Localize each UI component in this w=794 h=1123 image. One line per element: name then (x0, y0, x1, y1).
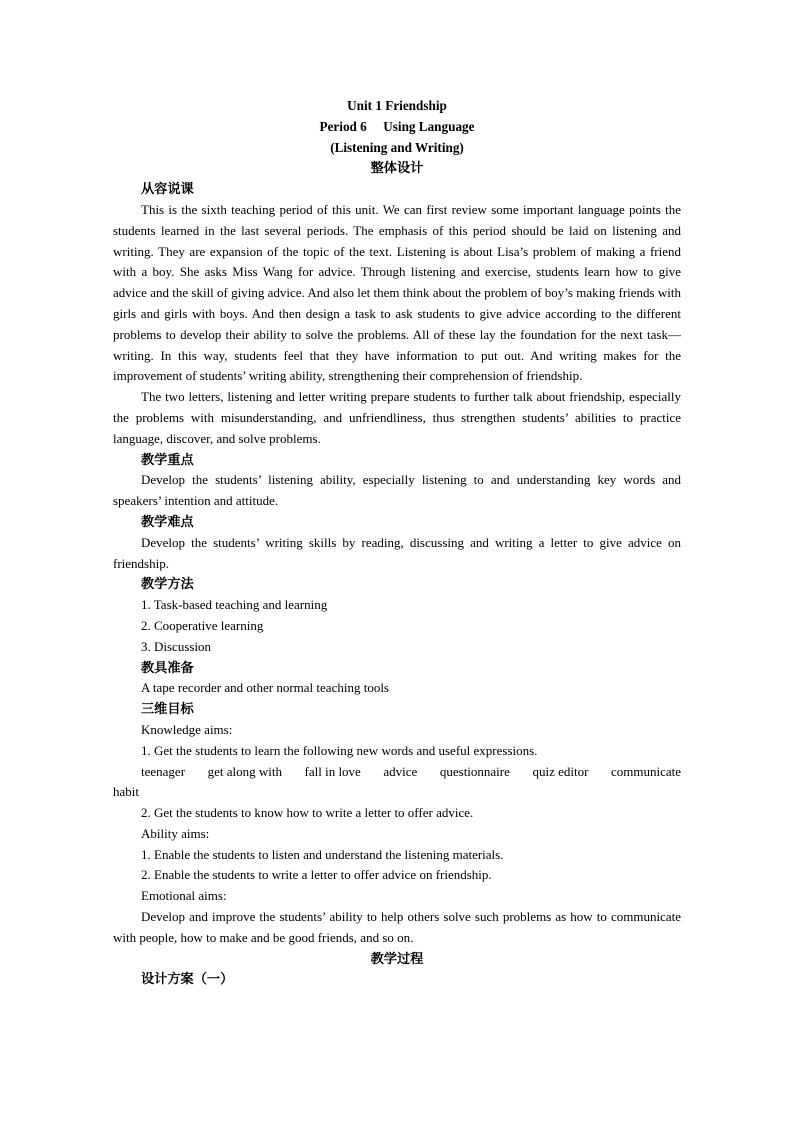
methods-heading: 教学方法 (141, 576, 194, 592)
vocab-word: communicate (610, 763, 681, 779)
teaching-process-heading: 教学过程 (370, 950, 424, 966)
lesson-subtitle: (Listening and Writing) (330, 139, 464, 155)
unit-title: Unit 1 Friendship (347, 98, 447, 113)
aims-heading: 三维目标 (141, 701, 194, 717)
method-item: 2. Cooperative learning (141, 617, 264, 633)
intro-paragraph-2: The two letters, listening and letter writing prepare students to further talk about friendship, especially the problems with misunderstanding, and unfriendliness, thus strengthen students’ abilities to practice language, discover, and solve problems. (113, 389, 681, 446)
intro-heading: 从容说课 (141, 181, 194, 197)
vocab-word: teenager (141, 763, 186, 779)
method-item: 1. Task-based teaching and learning (141, 597, 328, 613)
period-title: Period 6 Using Language (319, 118, 475, 134)
ability-aim-1: 1. Enable the students to listen and understand the listening materials. (141, 846, 504, 862)
emotional-aims-label: Emotional aims: (141, 888, 227, 904)
ability-aim-2: 2. Enable the students to write a letter to offer advice on friendship. (141, 867, 492, 883)
difficulties-text: Develop the students’ writing skills by reading, discussing and writing a letter to give advice on friendship. (113, 534, 681, 571)
key-points-heading: 教学重点 (141, 451, 194, 467)
vocab-word: questionnaire (439, 763, 510, 779)
teaching-aids-heading: 教具准备 (141, 659, 194, 675)
emotional-aims-text: Develop and improve the students’ ability to help others solve such problems as how to communicate with people, how to make and be good friends, and so on. (113, 909, 681, 945)
vocab-word: fall in love (304, 763, 361, 779)
key-points-text: Develop the students’ listening ability, especially listening to and understanding key words and speakers’ intention and attitude. (113, 472, 681, 509)
vocab-word: advice (383, 763, 418, 779)
vocabulary-list (113, 762, 681, 783)
design-plan-heading: 设计方案（一） (141, 971, 234, 987)
intro-paragraph-1: This is the sixth teaching period of this unit. We can first review some important language points the students learned in the last several periods. The emphasis of this period should be laid on listening and writing. They are expansion of the topic of the text. Listening is about Lisa’s problem of making a friend with a boy. She asks Miss Wang for advice. Through listening and exercise, students learn how to give advice and the skill of giving advice. And also let them think about the problem of boy’s making friends with girls and girls with boys. And then design a task to ask students to give advice according to the different problems to develop their ability to solve the problems. All of these lay the foundation for the next task—writing. In this way, students feel that they have information to put out. And writing makes for the improvement of students’ writing ability, strengthening their comprehension of friendship. (113, 201, 681, 384)
knowledge-aim-2: 2. Get the students to know how to write a letter to offer advice. (141, 805, 474, 821)
knowledge-aim-1: 1. Get the students to learn the following new words and useful expressions. (141, 742, 538, 758)
knowledge-aims-label: Knowledge aims: (141, 721, 233, 737)
vocab-word: habit (113, 784, 139, 800)
vocab-word: get along with (207, 763, 282, 779)
difficulties-heading: 教学难点 (141, 513, 194, 529)
overall-design-heading: 整体设计 (370, 160, 424, 176)
method-item: 3. Discussion (141, 638, 212, 654)
vocab-word: quiz editor (532, 763, 589, 779)
document-page (113, 96, 681, 990)
teaching-aids-text: A tape recorder and other normal teaching tools (141, 680, 389, 696)
ability-aims-label: Ability aims: (141, 825, 210, 841)
